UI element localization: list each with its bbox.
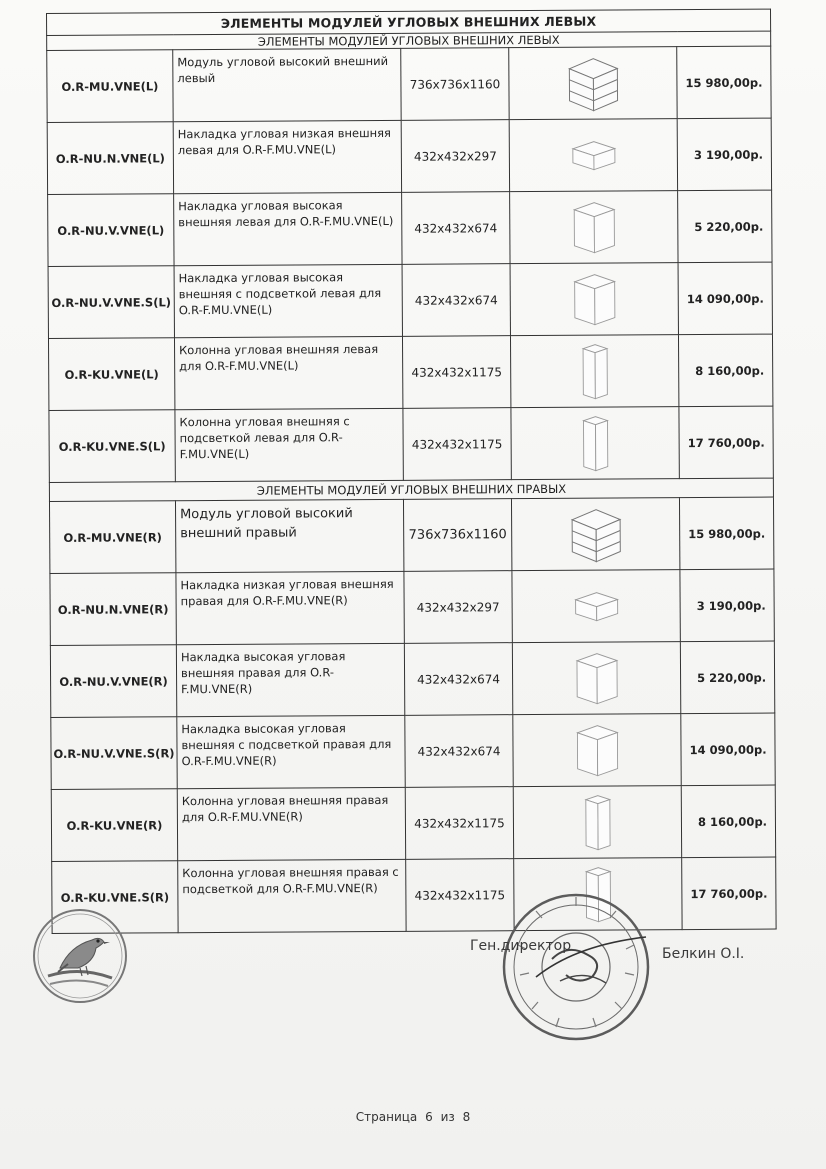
article-code: O.R-MU.VNE(L) bbox=[47, 50, 173, 123]
table-row bbox=[47, 118, 771, 194]
price: 5 220,00р. bbox=[678, 190, 773, 263]
price: 3 190,00р. bbox=[677, 118, 772, 191]
article-code: O.R-KU.VNE(L) bbox=[48, 338, 174, 411]
product-name: Накладка высокая угловая внешняя с подсветкой правая для O.R-F.MU.VNE(R) bbox=[177, 715, 405, 788]
product-name: Колонна угловая внешняя правая с подсветкой для O.R-F.MU.VNE(R) bbox=[178, 859, 406, 932]
table-row bbox=[49, 497, 773, 573]
dimensions: 432x432x1175 bbox=[403, 408, 511, 481]
table-row bbox=[48, 190, 772, 266]
article-code: O.R-MU.VNE(R) bbox=[49, 501, 175, 574]
article-code: O.R-NU.V.VNE(L) bbox=[48, 194, 174, 267]
price: 8 160,00р. bbox=[678, 334, 773, 407]
price: 8 160,00р. bbox=[681, 785, 776, 858]
table-row bbox=[49, 406, 773, 482]
article-code: O.R-NU.V.VNE.S(R) bbox=[51, 717, 177, 790]
dimensions: 432x432x297 bbox=[404, 571, 512, 644]
price-table bbox=[46, 9, 777, 934]
product-name: Накладка низкая угловая внешняя правая для O.R-F.MU.VNE(R) bbox=[176, 571, 404, 644]
company-stamp-icon bbox=[496, 885, 666, 1045]
table-row bbox=[50, 569, 774, 645]
page-footer bbox=[0, 1110, 826, 1124]
dimensions: 432x432x1175 bbox=[405, 787, 513, 860]
price: 17 760,00р. bbox=[682, 857, 777, 930]
tall-box-icon bbox=[510, 191, 678, 264]
dimensions: 432x432x674 bbox=[404, 643, 512, 716]
table-row bbox=[51, 713, 775, 789]
product-name: Накладка угловая высокая внешняя с подсветкой левая для O.R-F.MU.VNE(L) bbox=[174, 264, 402, 337]
signature-position: Ген.директор bbox=[470, 938, 572, 954]
signature-name: Белкин О.І. bbox=[662, 946, 745, 962]
article-code: O.R-NU.V.VNE.S(L) bbox=[48, 266, 174, 339]
table-title: ЭЛЕМЕНТЫ МОДУЛЕЙ УГЛОВЫХ ВНЕШНИХ ЛЕВЫХ bbox=[47, 9, 771, 35]
price: 15 980,00р. bbox=[677, 46, 772, 119]
dimensions: 432x432x1175 bbox=[406, 859, 514, 932]
stacked-corner-module-icon bbox=[511, 498, 679, 571]
article-code: O.R-KU.VNE.S(L) bbox=[49, 410, 175, 483]
dimensions: 432x432x674 bbox=[402, 264, 510, 337]
dimensions: 736x736x1160 bbox=[401, 48, 509, 121]
price: 14 090,00р. bbox=[681, 713, 776, 786]
article-code: O.R-NU.N.VNE(L) bbox=[47, 122, 173, 195]
article-code: O.R-KU.VNE(R) bbox=[51, 789, 177, 862]
product-name: Колонна угловая внешняя правая для O.R-F.MU.VNE(R) bbox=[177, 787, 405, 860]
table-row bbox=[48, 334, 772, 410]
table-row bbox=[47, 46, 771, 122]
dimensions: 432x432x674 bbox=[402, 192, 510, 265]
article-code: O.R-KU.VNE.S(R) bbox=[52, 861, 178, 934]
price: 15 980,00р. bbox=[679, 497, 774, 570]
product-name: Накладка угловая высокая внешняя левая для O.R-F.MU.VNE(L) bbox=[174, 192, 402, 265]
column-icon bbox=[511, 407, 679, 480]
product-name: Колонна угловая внешняя левая для O.R-F.MU.VNE(L) bbox=[174, 336, 402, 409]
price: 14 090,00р. bbox=[678, 262, 773, 335]
product-name: Накладка угловая низкая внешняя левая для O.R-F.MU.VNE(L) bbox=[173, 120, 401, 193]
price: 17 760,00р. bbox=[679, 406, 774, 479]
page-number: 6 bbox=[425, 1110, 433, 1124]
table-row bbox=[52, 857, 776, 933]
bird-emblem-seal-icon bbox=[30, 906, 130, 1006]
article-code: O.R-NU.V.VNE(R) bbox=[50, 645, 176, 718]
page-of-label: из bbox=[440, 1110, 455, 1124]
page-label: Страница bbox=[355, 1110, 418, 1124]
table-row bbox=[48, 262, 772, 338]
price: 3 190,00р. bbox=[680, 569, 775, 642]
tall-box-icon bbox=[512, 642, 680, 715]
price: 5 220,00р. bbox=[680, 641, 775, 714]
dimensions: 432x432x1175 bbox=[402, 336, 510, 409]
product-name: Колонна угловая внешняя с подсветкой левая для O.R-F.MU.VNE(L) bbox=[175, 408, 403, 481]
dimensions: 736x736x1160 bbox=[403, 499, 511, 572]
low-box-icon bbox=[509, 119, 677, 192]
section-heading: ЭЛЕМЕНТЫ МОДУЛЕЙ УГЛОВЫХ ВНЕШНИХ ЛЕВЫХ bbox=[47, 31, 771, 50]
table-row bbox=[51, 785, 775, 861]
product-name: Модуль угловой высокий внешний левый bbox=[173, 48, 401, 121]
column-icon bbox=[510, 335, 678, 408]
table-row bbox=[50, 641, 774, 717]
section-heading: ЭЛЕМЕНТЫ МОДУЛЕЙ УГЛОВЫХ ВНЕШНИХ ПРАВЫХ bbox=[49, 478, 773, 501]
tall-box-icon bbox=[510, 263, 678, 336]
tall-box-icon bbox=[513, 714, 681, 787]
dimensions: 432x432x297 bbox=[401, 120, 509, 193]
article-code: O.R-NU.N.VNE(R) bbox=[50, 573, 176, 646]
product-name: Модуль угловой высокий внешний правый bbox=[175, 499, 403, 572]
page-total: 8 bbox=[462, 1110, 471, 1124]
product-name: Накладка высокая угловая внешняя правая для O.R-F.MU.VNE(R) bbox=[176, 643, 404, 716]
stacked-corner-module-icon bbox=[509, 47, 677, 120]
low-box-icon bbox=[512, 570, 680, 643]
column-icon bbox=[513, 786, 681, 859]
dimensions: 432x432x674 bbox=[405, 715, 513, 788]
